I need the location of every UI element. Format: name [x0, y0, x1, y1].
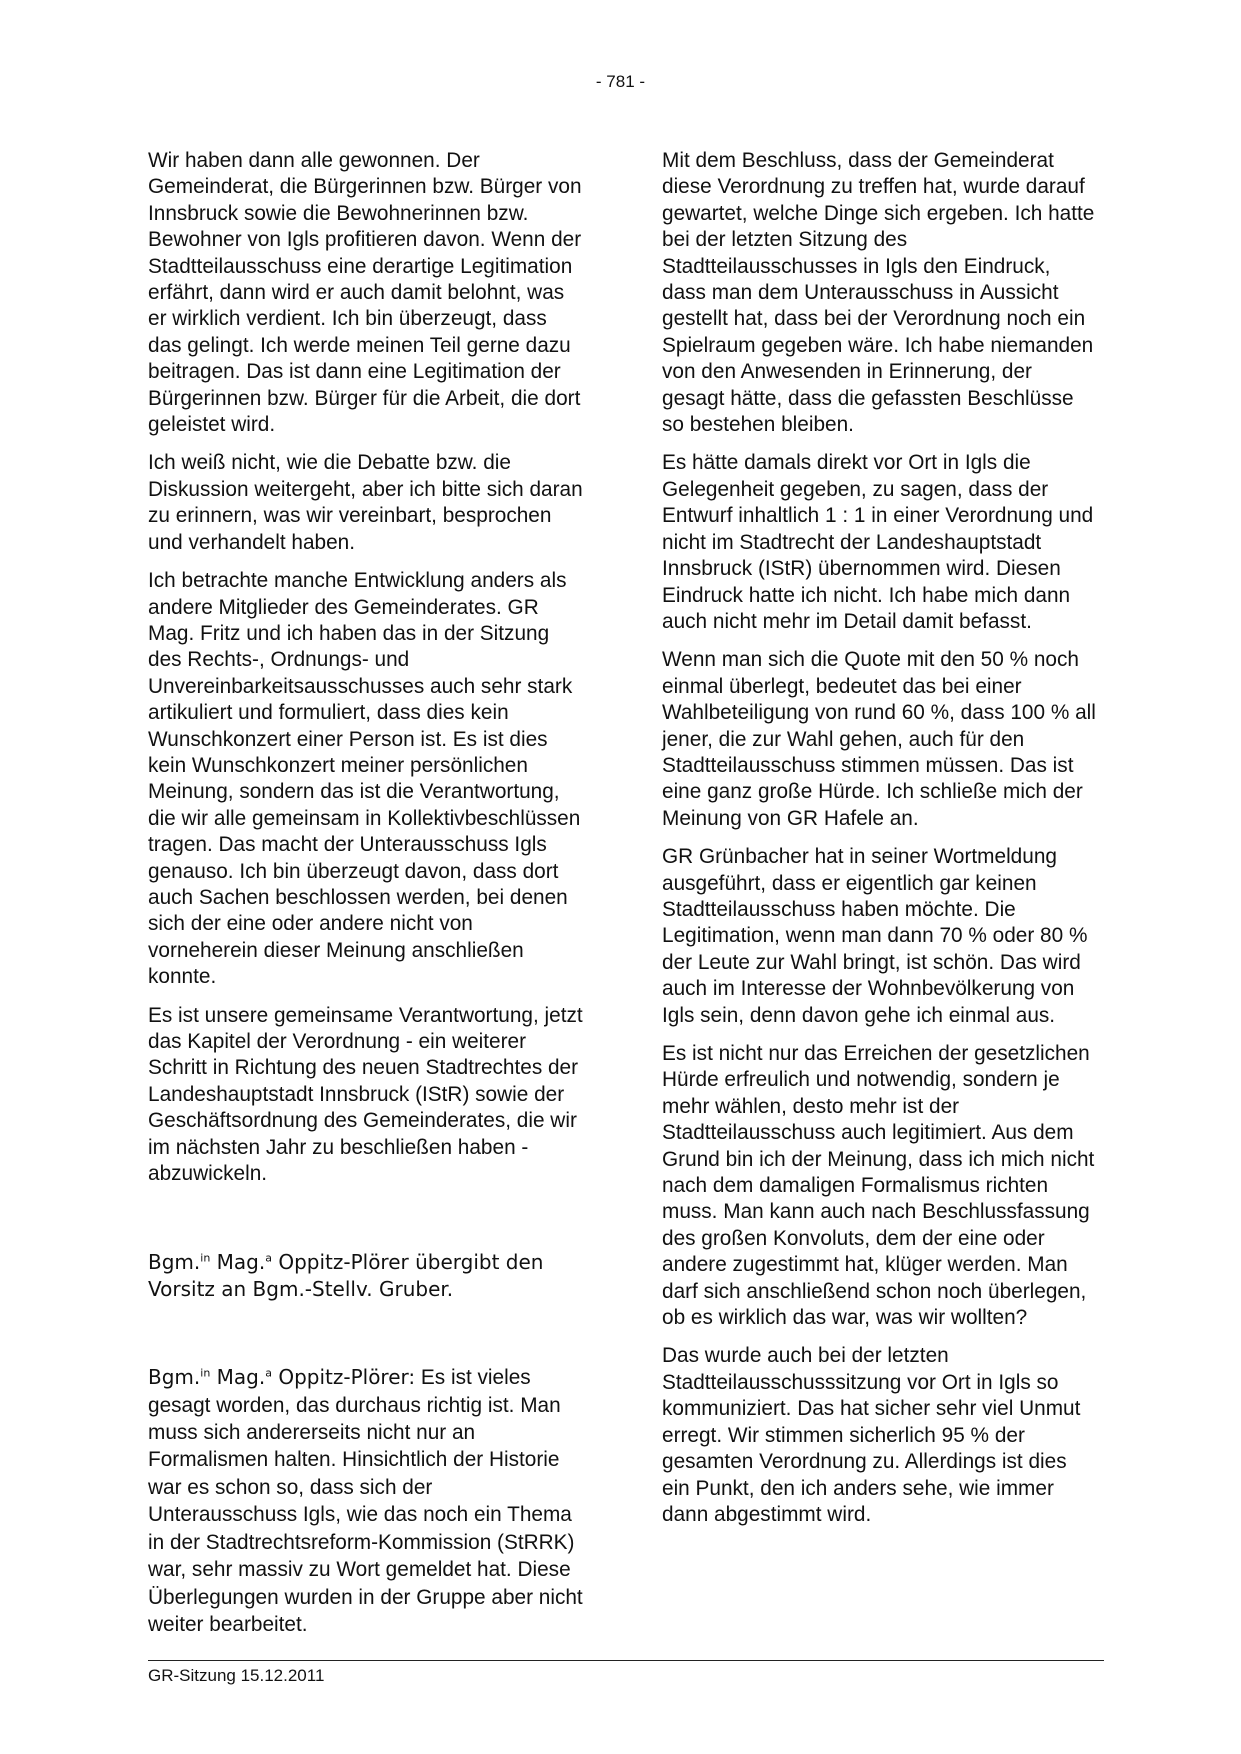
- title-mag: Mag.: [210, 1250, 266, 1275]
- left-paragraph-3: Ich betrachte manche Entwicklung anders als andere Mitglieder des Gemeinderates. GR Mag. Fritz und ich haben das in der Sitzung des Rechts-, Ordnungs- und Unvereinbarkeitsausschusses auch sehr stark artikuliert und formuliert, dass dies kein Wunschkonzert einer Person ist. Es ist dies kein Wunschkonzert meiner persönlichen Meinung, sondern das ist die Verantwortung, die wir alle gemeinsam in Kollektivbeschlüssen tragen. Das macht der Unterausschuss Igls genauso. Ich bin überzeugt davon, dass dort auch Sachen beschlossen werden, bei denen sich der eine oder andere nicht von vorneherein dieser Meinung anschließen konnte.: [148, 569, 581, 989]
- speaker-name: Oppitz-Plörer:: [271, 1365, 416, 1390]
- right-paragraph-3: Wenn man sich die Quote mit den 50 % noch einmal überlegt, bedeutet das bei einer Wahlbeteiligung von rund 60 %, dass 100 % all jener, die zur Wahl gehen, auch für den Stadtteilausschuss stimmen müssen. Das ist eine ganz große Hürde. Ich schließe mich der Meinung von GR Hafele an.: [662, 648, 1096, 830]
- left-paragraph-2: Ich weiß nicht, wie die Debatte bzw. die Diskussion weitergeht, aber ich bitte sich daran zu erinnern, was wir vereinbart, besprochen und verhandelt haben.: [148, 451, 583, 554]
- chair-handover-note: [148, 1249, 586, 1302]
- spacer: [148, 1199, 586, 1249]
- speaker-sup-in: in: [200, 1366, 211, 1380]
- page-number: - 781 -: [595, 72, 646, 91]
- speech-text: Es ist vieles gesagt worden, das durchaus richtig ist. Man muss sich andererseits nicht nur an Formalismen halten. Hinsichtlich der Historie war es schon so, dass sich der Unterausschuss Igls, wie das noch ein Thema in der Stadtrechtsreform-Kommission (StRRK) war, sehr massiv zu Wort gemeldet hat. Diese Überlegungen wurden in der Gruppe aber nicht weiter bearbeitet.: [148, 1366, 583, 1636]
- right-paragraph-1: Mit dem Beschluss, dass der Gemeinderat diese Verordnung zu treffen hat, wurde darauf gewartet, welche Dinge sich ergeben. Ich hatte bei der letzten Sitzung des Stadtteilausschusses in Igls den Eindruck, dass man dem Unterausschuss in Aussicht gestellt hat, dass bei der Verordnung noch ein Spielraum gegeben wäre. Ich habe niemanden von den Anwesenden in Erinnerung, der gesagt hätte, dass die gefassten Beschlüsse so bestehen bleiben.: [662, 149, 1095, 437]
- left-paragraph-1: Wir haben dann alle gewonnen. Der Gemeinderat, die Bürgerinnen bzw. Bürger von Innsbruck sowie die Bewohnerinnen bzw. Bewohner von Igls profitieren davon. Wenn der Stadtteilausschuss eine derartige Legitimation erfährt, dann wird er auch damit belohnt, was er wirklich verdient. Ich bin überzeugt, dass das gelingt. Ich werde meinen Teil gerne dazu beitragen. Das ist dann eine Legitimation der Bürgerinnen bzw. Bürger für die Arbeit, die dort geleistet wird.: [148, 149, 582, 437]
- title-sup-in: in: [200, 1251, 211, 1265]
- left-paragraph-4: Es ist unsere gemeinsame Verantwortung, jetzt das Kapitel der Verordnung - ein weiterer Schritt in Richtung des neuen Stadtrechtes der Landeshauptstadt Innsbruck (IStR) sowie der Geschäftsordnung des Gemeinderates, die wir im nächsten Jahr zu beschließen haben - abzuwickeln.: [148, 1003, 583, 1186]
- spacer: [148, 1314, 586, 1364]
- right-column: [662, 148, 1100, 1540]
- right-paragraph-6: Das wurde auch bei der letzten Stadtteilausschusssitzung vor Ort in Igls so kommuniziert. Das hat sicher sehr viel Unmut erregt. Wir stimmen sicherlich 95 % der gesamten Verordnung zu. Allerdings ist dies ein Punkt, den ich anders sehe, wie immer dann abgestimmt wird.: [662, 1344, 1081, 1526]
- right-paragraph-4: GR Grünbacher hat in seiner Wortmeldung ausgeführt, dass er eigentlich gar keinen Stadtteilausschuss haben möchte. Die Legitimation, wenn man dann 70 % oder 80 % der Leute zur Wahl bringt, ist schön. Das wird auch im Interesse der Wohnbevölkerung von Igls sein, denn davon gehe ich einmal aus.: [662, 845, 1088, 1027]
- right-paragraph-5: Es ist nicht nur das Erreichen der gesetzlichen Hürde erfreulich und notwendig, sondern je mehr wählen, desto mehr ist der Stadtteilausschuss auch legitimiert. Aus dem Grund bin ich der Meinung, dass ich mich nicht nach dem damaligen Formalismus richten muss. Man kann auch nach Beschlussfassung des großen Konvoluts, dem der eine oder andere zugestimmt hat, klüger werden. Man darf sich anschließend schon noch überlegen, ob es wirklich das war, was wir wollten?: [662, 1042, 1095, 1330]
- title-bgm: Bgm.: [148, 1250, 201, 1275]
- speaker-sup-a: a: [265, 1366, 272, 1380]
- speech-oppitz-ploerer: [148, 1364, 586, 1638]
- handover-text: Oppitz-Plörer übergibt den Vorsitz an Bgm.-Stellv. Gruber.: [148, 1250, 544, 1301]
- footer-divider: [148, 1660, 1104, 1661]
- footer-session-date: GR-Sitzung 15.12.2011: [148, 1666, 325, 1685]
- speaker-title-bgm: Bgm.: [148, 1365, 201, 1390]
- title-sup-a: a: [265, 1251, 272, 1265]
- left-column: [148, 148, 586, 1650]
- speaker-title-mag: Mag.: [210, 1365, 266, 1390]
- right-paragraph-2: Es hätte damals direkt vor Ort in Igls die Gelegenheit gegeben, zu sagen, dass der Entwurf inhaltlich 1 : 1 in einer Verordnung und nicht im Stadtrecht der Landeshauptstadt Innsbruck (IStR) übernommen wird. Diesen Eindruck hatte ich nicht. Ich habe mich dann auch nicht mehr im Detail damit befasst.: [662, 451, 1094, 633]
